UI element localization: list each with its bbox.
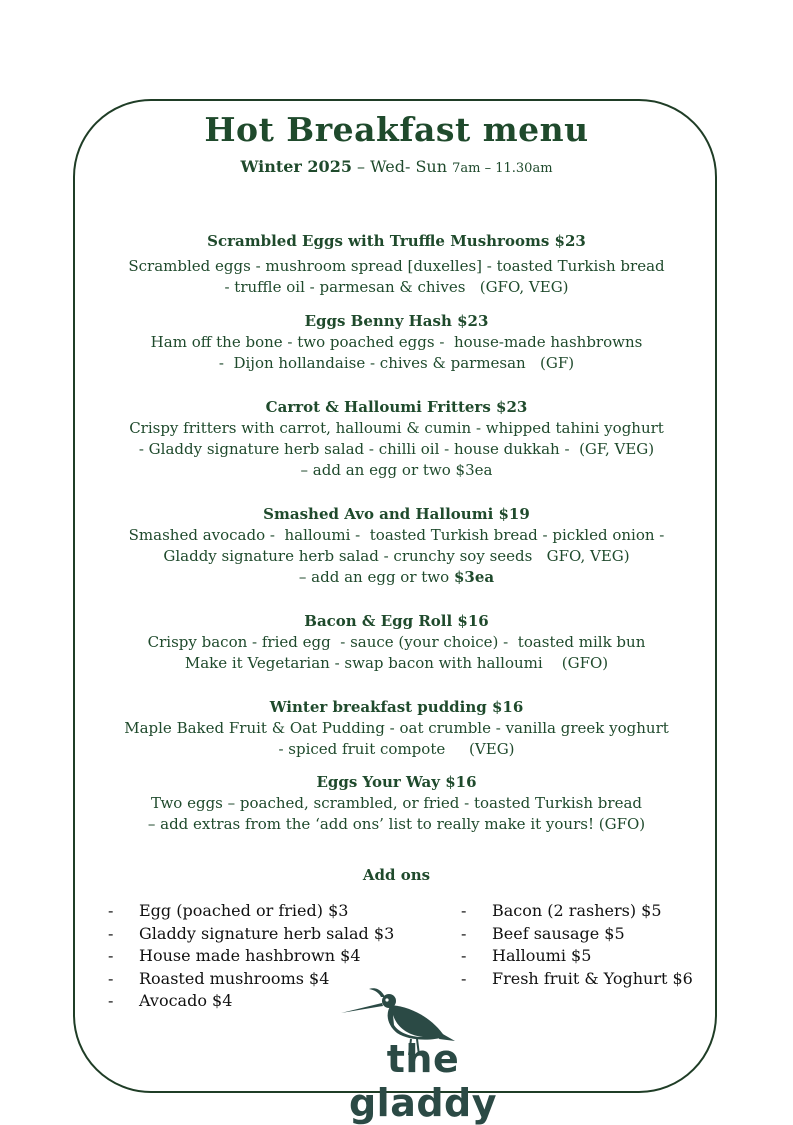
bullet-dash: - — [461, 901, 467, 920]
menu-item-name: Winter breakfast pudding $16 — [269, 698, 524, 716]
bullet-dash: - — [108, 946, 114, 965]
bullet-dash: - — [461, 923, 467, 943]
menu-item-name: Smashed Avo and Halloumi $19 — [263, 505, 530, 523]
bullet-dash: - — [108, 923, 114, 943]
menu-item-name: Carrot & Halloumi Fritters $23 — [265, 398, 528, 416]
menu-item-name: Bacon & Egg Roll $16 — [304, 612, 489, 630]
menu-item-name: Scrambled Eggs with Truffle Mushrooms $23 — [207, 232, 586, 250]
menu-item-description: Smashed avocado - halloumi - toasted Turkish bread - pickled onion - Gladdy signature herb salad - crunchy soy seeds GFO, VEG) — [128, 526, 665, 565]
hours-label: 7am – 11.30am — [452, 161, 553, 176]
bullet-dash: - — [108, 901, 114, 920]
bullet-dash: - — [108, 968, 114, 988]
gladdy-logo — [313, 985, 533, 1125]
addon-item — [461, 900, 693, 923]
menu-item-name: Eggs Benny Hash $23 — [304, 312, 489, 330]
bullet-dash: - — [461, 946, 467, 965]
menu-item-description: Crispy fritters with carrot, halloumi & cumin - whipped tahini yoghurt - Gladdy signature herb salad - chilli oil - house dukkah - (GF, VEG) – add an egg or two $3ea — [129, 419, 664, 479]
addon-item — [108, 900, 394, 923]
addon-label: Egg (poached or fried) $3 — [139, 901, 349, 920]
addons-list-right — [461, 900, 693, 990]
menu-item-description: Two eggs – poached, scrambled, or fried - toasted Turkish bread – add extras from the ‘add ons’ list to really make it yours! (GFO) — [147, 794, 646, 833]
addon-label: Gladdy signature herb salad $3 — [139, 923, 395, 943]
page-title: Hot Breakfast menu — [204, 110, 589, 149]
menu-item — [0, 230, 793, 298]
logo-wordmark: the gladdy — [348, 1037, 498, 1125]
addon-label: Bacon (2 rashers) $5 — [492, 901, 662, 920]
addons-heading: Add ons — [362, 866, 431, 884]
menu-item — [0, 610, 793, 674]
menu-item — [0, 771, 793, 835]
menu-item-extra-text: – add an egg or two — [298, 568, 454, 586]
addon-item — [108, 945, 394, 968]
addon-label: Beef sausage $5 — [492, 923, 625, 943]
menu-item-description: Ham off the bone - two poached eggs - house-made hashbrowns - Dijon hollandaise - chives & parmesan (GF) — [150, 333, 643, 372]
addon-label: Halloumi $5 — [492, 946, 592, 965]
bullet-dash: - — [461, 968, 467, 988]
menu-item-description: Scrambled eggs - mushroom spread [duxelles] - toasted Turkish bread - truffle oil - parmesan & chives (GFO, VEG) — [128, 257, 665, 296]
addon-label: House made hashbrown $4 — [139, 946, 361, 965]
addon-item — [461, 945, 693, 968]
menu-item — [0, 310, 793, 374]
addon-label: Avocado $4 — [139, 991, 233, 1010]
menu-subtitle — [0, 157, 793, 176]
addon-label: Roasted mushrooms $4 — [139, 968, 330, 988]
menu-item — [0, 396, 793, 481]
bullet-dash: - — [108, 991, 114, 1010]
season-label: Winter 2025 — [240, 157, 352, 176]
menu-item-extra — [0, 567, 793, 588]
menu-item-extra-price: $3ea — [453, 568, 495, 586]
menu-item-name: Eggs Your Way $16 — [316, 773, 477, 791]
addon-item — [461, 923, 693, 946]
menu-item — [0, 503, 793, 588]
menu-item-description: Crispy bacon - fried egg - sauce (your choice) - toasted milk bun Make it Vegetarian - swap bacon with halloumi (GFO) — [147, 633, 646, 672]
addon-label: Fresh fruit & Yoghurt $6 — [492, 968, 693, 988]
addon-item — [108, 923, 394, 946]
menu-item-description: Maple Baked Fruit & Oat Pudding - oat crumble - vanilla greek yoghurt - spiced fruit compote (VEG) — [124, 719, 669, 758]
days-label: – Wed- Sun — [351, 157, 453, 176]
menu-item — [0, 696, 793, 760]
